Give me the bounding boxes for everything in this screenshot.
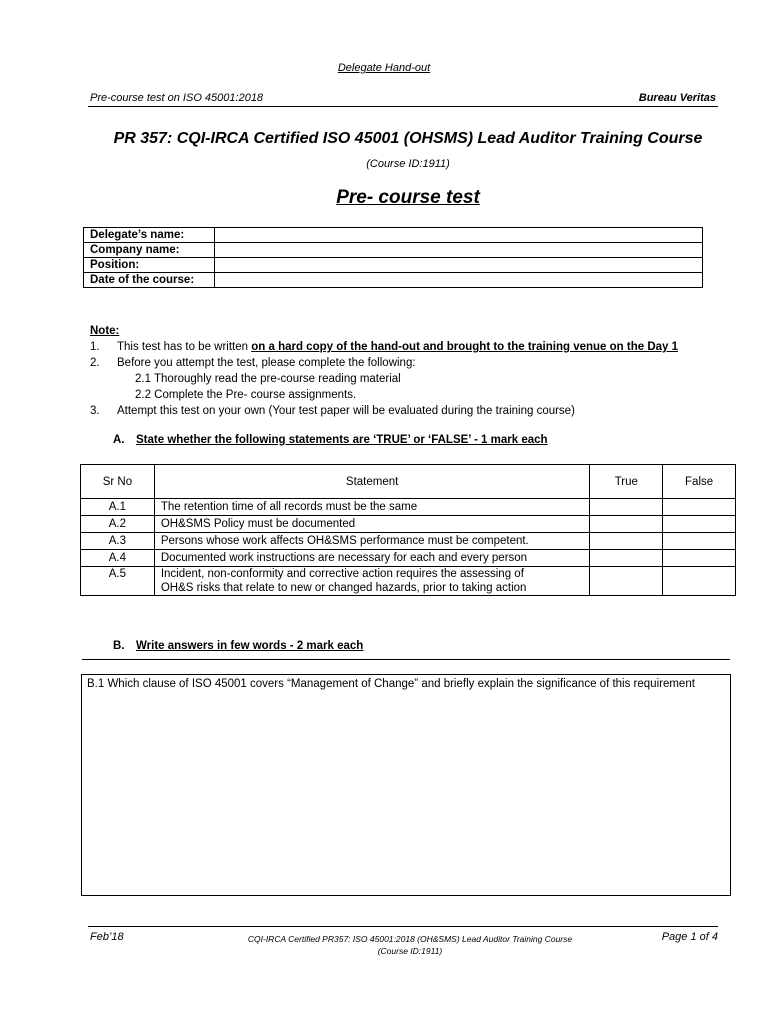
section-a-title: State whether the following statements are ‘TRUE’ or ‘FALSE’ - 1 mark each: [136, 434, 548, 446]
note-subtext: 2.2 Complete the Pre- course assignments.: [135, 389, 357, 401]
footer-course-id: (Course ID:1911): [377, 946, 443, 956]
table-row: [81, 533, 736, 550]
row-number: A.2: [81, 516, 155, 533]
footer-course-line: CQI-IRCA Certified PR357: ISO 45001:2018 (OH&SMS) Lead Auditor Training Course: [247, 934, 573, 944]
section-b-title: Write answers in few words - 2 mark each: [136, 640, 364, 652]
row-number: A.4: [81, 550, 155, 567]
note-emphasis: on a hard copy of the hand-out and brought to the training venue on the Day 1: [251, 341, 679, 353]
note-item: [90, 339, 730, 355]
note-subtext: 2.1 Thoroughly read the pre-course reading material: [135, 373, 401, 385]
answer-box-b1[interactable]: [81, 674, 731, 896]
details-row: [84, 228, 703, 243]
table-header-row: [81, 465, 736, 499]
footer-divider: [88, 926, 718, 927]
notes-heading: Note:: [90, 325, 120, 337]
section-b-divider: [82, 659, 730, 660]
note-text: Attempt this test on your own (Your test paper will be evaluated during the training course): [117, 405, 575, 417]
false-answer-cell[interactable]: [663, 499, 736, 516]
details-label: Date of the course:: [84, 273, 215, 288]
section-b-letter: B.: [113, 640, 125, 652]
row-number: A.1: [81, 499, 155, 516]
footer-date: Feb’18: [90, 931, 124, 943]
notes-block: [90, 323, 730, 419]
header-test-title: Pre-course test on ISO 45001:2018: [90, 92, 264, 104]
page-number: Page 1 of 4: [661, 931, 718, 943]
note-text: This test has to be written: [117, 341, 252, 353]
row-statement: Documented work instructions are necessary for each and every person: [154, 550, 590, 567]
delegate-name-field[interactable]: [215, 228, 703, 243]
column-header-false: False: [663, 465, 736, 499]
course-id: (Course ID:1911): [366, 158, 450, 170]
table-row: [81, 550, 736, 567]
course-title: PR 357: CQI-IRCA Certified ISO 45001 (OHSMS) Lead Auditor Training Course: [113, 130, 703, 147]
row-statement: [154, 567, 590, 596]
false-answer-cell[interactable]: [663, 516, 736, 533]
false-answer-cell[interactable]: [663, 533, 736, 550]
table-row: [81, 516, 736, 533]
true-answer-cell[interactable]: [590, 533, 663, 550]
note-subitem: [90, 371, 730, 387]
column-header-srno: Sr No: [81, 465, 155, 499]
section-a-letter: A.: [113, 434, 125, 446]
table-row: [81, 567, 736, 596]
table-row: [81, 499, 736, 516]
false-answer-cell[interactable]: [663, 567, 736, 596]
details-row: [84, 258, 703, 273]
note-number: 2.: [90, 357, 100, 369]
details-label: Company name:: [84, 243, 215, 258]
true-answer-cell[interactable]: [590, 499, 663, 516]
true-answer-cell[interactable]: [590, 550, 663, 567]
note-text: Before you attempt the test, please complete the following:: [117, 357, 416, 369]
row-number: A.3: [81, 533, 155, 550]
position-field[interactable]: [215, 258, 703, 273]
true-answer-cell[interactable]: [590, 516, 663, 533]
false-answer-cell[interactable]: [663, 550, 736, 567]
true-answer-cell[interactable]: [590, 567, 663, 596]
company-name-field[interactable]: [215, 243, 703, 258]
footer-course: [170, 933, 650, 957]
page-subtitle: Pre- course test: [336, 187, 480, 208]
details-row: [84, 243, 703, 258]
details-label: Delegate’s name:: [84, 228, 215, 243]
note-subitem: [90, 387, 730, 403]
delegate-details-table: [83, 227, 703, 288]
row-statement-line: OH&S risks that relate to new or changed hazards, prior to taking action: [160, 582, 527, 594]
details-row: [84, 273, 703, 288]
course-date-field[interactable]: [215, 273, 703, 288]
question-b1: B.1 Which clause of ISO 45001 covers “Management of Change” and briefly explain the significance of this requirement: [87, 678, 695, 690]
note-item: [90, 403, 730, 419]
handout-label: Delegate Hand-out: [337, 62, 431, 74]
header-organization: Bureau Veritas: [638, 92, 716, 104]
row-statement: OH&SMS Policy must be documented: [154, 516, 590, 533]
header-divider: [88, 106, 718, 107]
details-label: Position:: [84, 258, 215, 273]
row-statement-line: Incident, non-conformity and corrective action requires the assessing of: [160, 568, 524, 580]
note-number: 3.: [90, 405, 100, 417]
row-number: A.5: [81, 567, 155, 596]
column-header-statement: Statement: [154, 465, 590, 499]
note-item: [90, 355, 730, 371]
true-false-table: [80, 464, 736, 596]
column-header-true: True: [590, 465, 663, 499]
row-statement: The retention time of all records must be the same: [154, 499, 590, 516]
row-statement: Persons whose work affects OH&SMS performance must be competent.: [154, 533, 590, 550]
note-number: 1.: [90, 341, 100, 353]
